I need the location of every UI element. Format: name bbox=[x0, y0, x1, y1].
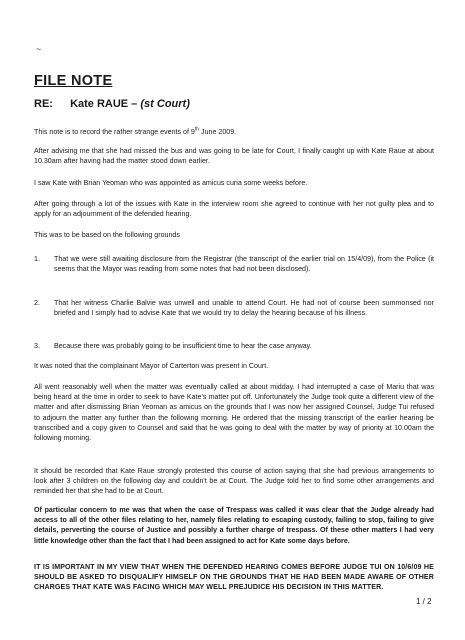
page-title: FILE NOTE bbox=[34, 73, 113, 89]
re-name: Kate RAUE – bbox=[70, 98, 138, 110]
paragraph-10: IT IS IMPORTANT IN MY VIEW THAT WHEN THE DEFENDED HEARING COMES BEFORE JUDGE TUI ON 10/6/09 HE SHOULD BE ASKED TO DISQUALIFY HIMSELF ON THE GROUNDS THAT HE HAD BEEN MADE AWARE OF OTHER CHARGES THAT KATE WAS FACING WHICH MAY WELL PREJUDICE HIS DECISION IN THIS MATTER. bbox=[34, 563, 434, 592]
ground-text: That we were still awaiting disclosure from the Registrar (the transcript of the earlier trial on 15/4/09), from the Police (it seems that the Mayor was reading from some notes that had not been disclosed). bbox=[54, 255, 434, 274]
ground-text: Because there was probably going to be insufficient time to hear the case anyway. bbox=[54, 342, 312, 350]
intro-sup: th bbox=[194, 126, 200, 133]
paragraph-6: It was noted that the complainant Mayor of Carterton was present in Court. bbox=[34, 362, 269, 370]
re-line bbox=[34, 98, 190, 110]
paragraph-8: It should be recorded that Kate Raue strongly protested this course of action saying that she had previous arrangements to look after 3 children on the following day and couldn't be at Court. The Judge told her to find some other arrangements and reminded her that she had to be at Court. bbox=[34, 467, 434, 496]
page-number: 1 / 2 bbox=[416, 597, 432, 606]
paragraph-9: Of particular concern to me was that when the case of Trespass was called it was clear that the Judge already had access to all of the other files relating to her, namely files relating to escaping custody, failing to stop, failing to give details, perverting the course of Justice and possibly a further charge of trespass. Of these other matters I had very little knowledge other than the fact that I had been assigned to act for Kate some days before. bbox=[34, 506, 434, 545]
paragraph-7: All went reasonably well when the matter was eventually called at about midday. I had interrupted a case of Mariu that was being heard at the time in order to seek to have Kate's matter put off. Unfortunately the Judge took quite a different view of the matter and after dismissing Brian Yeoman as amicus on the grounds that I was now her assigned Counsel, Judge Tui refused to adjourn the matter any further than the following morning. He ordered that the missing transcript of the earlier hearing be transcribed and a copy given to Counsel and said that he was going to deal with the matter by way of priority at 10.00am the following morning. bbox=[34, 383, 434, 443]
ground-number: 1. bbox=[34, 255, 40, 263]
paragraph-3: I saw Kate with Brian Yeoman who was appointed as amicus curia some weeks before. bbox=[34, 179, 308, 187]
corner-mark: ~ bbox=[36, 44, 42, 54]
paragraph-4: After going through a lot of the issues with Kate in the interview room she agreed to continue with her not guilty plea and to apply for an adjournment of the defended hearing. bbox=[34, 200, 434, 219]
paragraph-2: After advising me that she had missed the bus and was going to be late for Court, I finally caught up with Kate Raue at about 10.30am after having had the matter stood down earlier. bbox=[34, 147, 434, 166]
paragraph-intro bbox=[34, 127, 434, 137]
intro-text: This note is to record the rather strange events of 9 bbox=[34, 128, 195, 136]
ground-text: That her witness Charlie Balvie was unwell and unable to attend Court. He had not of course been summonsed nor briefed and I simply had to advise Kate that we would try to delay the hearing because of his illness. bbox=[54, 299, 434, 318]
re-label: RE: bbox=[34, 98, 53, 110]
ground-number: 2. bbox=[34, 299, 40, 307]
paragraph-5: This was to be based on the following grounds bbox=[34, 231, 180, 239]
intro-text-end: June 2009. bbox=[199, 128, 237, 136]
ground-number: 3. bbox=[34, 342, 40, 350]
re-court: (st Court) bbox=[140, 98, 190, 110]
